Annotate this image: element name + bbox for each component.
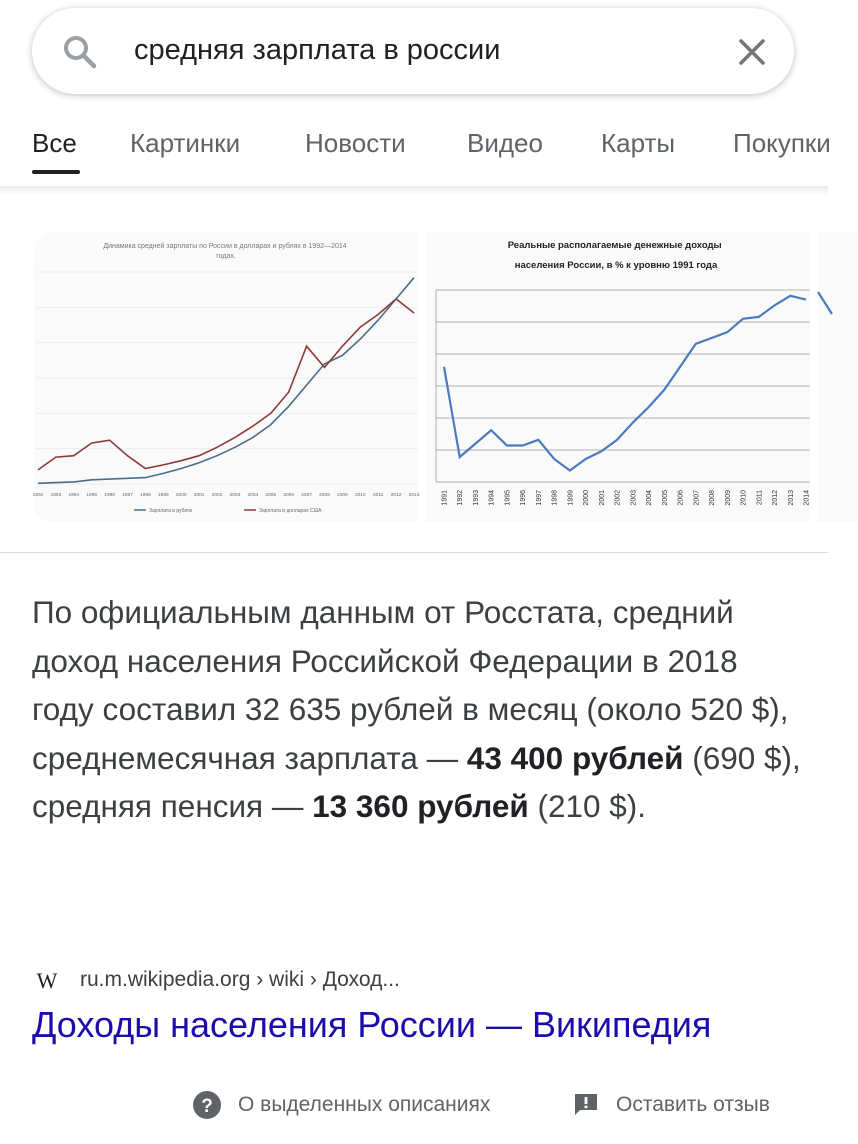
chart1-tick-label: 2011 [373,493,384,498]
chart1-tick-label: 2007 [301,493,312,498]
chart1-tick-label: 1996 [104,493,115,498]
chart1-tick-label: 2003 [229,493,241,498]
chart2-tick-label: 2010 [740,490,748,506]
tab-shopping[interactable]: Покупки [733,128,831,158]
feedback-icon [572,1091,600,1119]
salary-dynamics-chart [34,232,418,522]
chart2-tick-label: 2012 [772,490,780,506]
image-thumbnail-partial[interactable] [818,232,858,522]
chart1-tick-label: 1999 [157,493,169,498]
chart1-tick-label: 2006 [283,493,295,498]
chart1-title [103,242,348,260]
chart1-grid [36,272,418,484]
chart1-title-line1: Динамика средней зарплаты по России в долларах и рублях в 1992—2014 [103,243,347,250]
chart2-tick-label: 1995 [504,490,512,506]
source-breadcrumb[interactable]: ru.m.wikipedia.org › wiki › Доход... [80,968,400,991]
chart2-tick-label: 1996 [520,490,528,506]
chart1-series-1 [38,299,414,470]
chart2-tick-label: 2005 [661,490,669,506]
chart1-tick-label: 1993 [50,493,62,498]
chart2-tick-label: 1993 [472,490,480,506]
chart1-tick-label: 2010 [354,493,366,498]
chart2-tick-label: 2013 [787,490,795,506]
chart2-tick-label: 1999 [567,490,575,506]
image-thumbnail-salary-dynamics[interactable] [34,232,418,522]
about-label: О выделенных описаниях [238,1093,491,1116]
chart2-tick-label: 2004 [646,490,654,506]
chart1-tick-label: 1994 [68,493,80,498]
svg-text:?: ? [201,1096,213,1117]
chart1-tick-label: 2002 [211,493,223,498]
chart2-tick-label: 1997 [535,490,543,506]
chart2-tick-label: 2007 [693,490,701,506]
chart1-tick-label: 2004 [247,493,259,498]
chart1-tick-label: 2005 [265,493,277,498]
chart1-legend-label: Зарплата в долларах США [259,508,322,514]
chart2-tick-label: 2009 [724,490,732,506]
search-tabs [0,118,831,178]
tab-news[interactable]: Новости [305,128,406,158]
chart1-tick-label: 1998 [140,493,151,498]
help-icon [192,1090,222,1120]
chart1-title-line2: годах. [216,253,236,260]
chart2-tick-label: 2008 [709,490,717,506]
chart2-tick-label: 1992 [457,490,465,506]
search-bar[interactable] [32,8,794,94]
tab-maps[interactable]: Карты [601,128,676,158]
search-input[interactable]: средняя зарплата в россии [134,34,501,66]
chart2-tick-label: 1998 [551,490,559,506]
chart1-tick-label: 2009 [337,493,348,498]
chart1-x-ticks [33,492,420,498]
chart1-tick-label: 2013 [408,493,420,498]
result-source[interactable] [32,962,400,998]
feedback-label: Оставить отзыв [616,1093,770,1116]
chart1-tick-label: 1995 [86,493,98,498]
chart2-title-line2: населения России, в % к уровню 1991 года [514,260,718,271]
svg-text:W: W [36,968,58,993]
chart1-series-0 [38,278,414,484]
chart2-tick-label: 2014 [803,490,811,506]
chart1-tick-label: 2000 [175,493,187,498]
chart2-tick-label: 2000 [583,490,591,506]
tab-all[interactable]: Все [32,128,77,158]
section-divider [0,552,828,553]
chart2-tick-label: 1991 [441,490,449,506]
chart2-tick-label: 2003 [630,490,638,506]
chart2-tick-label: 2001 [598,490,606,506]
tab-video[interactable]: Видео [467,128,543,158]
tabs-divider [0,186,828,196]
featured-snippet [32,588,802,831]
wikipedia-icon [32,969,62,991]
snippet-text-2: (690 $), средняя пенсия — [32,739,801,824]
chart1-tick-label: 2001 [193,493,205,498]
snippet-text-3: (210 $). [528,788,647,824]
chart1-legend-label: Зарплата в рублях [149,508,193,514]
snippet-salary: 43 400 рублей [466,739,684,776]
chart2-tick-label: 2002 [614,490,622,506]
active-tab-indicator [32,170,80,174]
chart2-grid [436,290,810,482]
search-icon[interactable] [60,32,100,72]
chart2-tick-label: 1994 [488,490,496,506]
partial-chart [818,232,858,522]
chart2-title [508,240,725,271]
chart1-legend [134,508,322,514]
snippet-pension: 13 360 рублей [312,788,529,824]
chart2-x-ticks [442,490,811,506]
result-title-link[interactable]: Доходы населения России — Википедия [32,1004,712,1045]
about-featured-snippets-button[interactable] [192,1088,490,1122]
image-carousel[interactable] [0,232,828,522]
chart1-tick-label: 2008 [319,493,330,498]
close-icon[interactable] [734,34,770,70]
chart2-tick-label: 2006 [677,490,685,506]
chart2-title-line1: Реальные располагаемые денежные доходы [507,240,722,251]
real-income-chart [426,232,810,522]
chart1-tick-label: 1997 [122,493,133,498]
image-thumbnail-real-income[interactable] [426,232,810,522]
chart1-tick-label: 1992 [32,493,44,498]
feedback-button[interactable] [572,1088,770,1122]
tab-images[interactable]: Картинки [130,128,241,158]
chart1-tick-label: 2012 [390,493,402,498]
chart2-tick-label: 2011 [756,490,764,506]
snippet-text-1: По официальным данным от Росстата, средний доход населения Российской Федерации в 2018 году составил 32 635 рублей в месяц (около 520 $), среднемесячная зарплата — [32,594,789,776]
chart1-lines [38,278,414,484]
